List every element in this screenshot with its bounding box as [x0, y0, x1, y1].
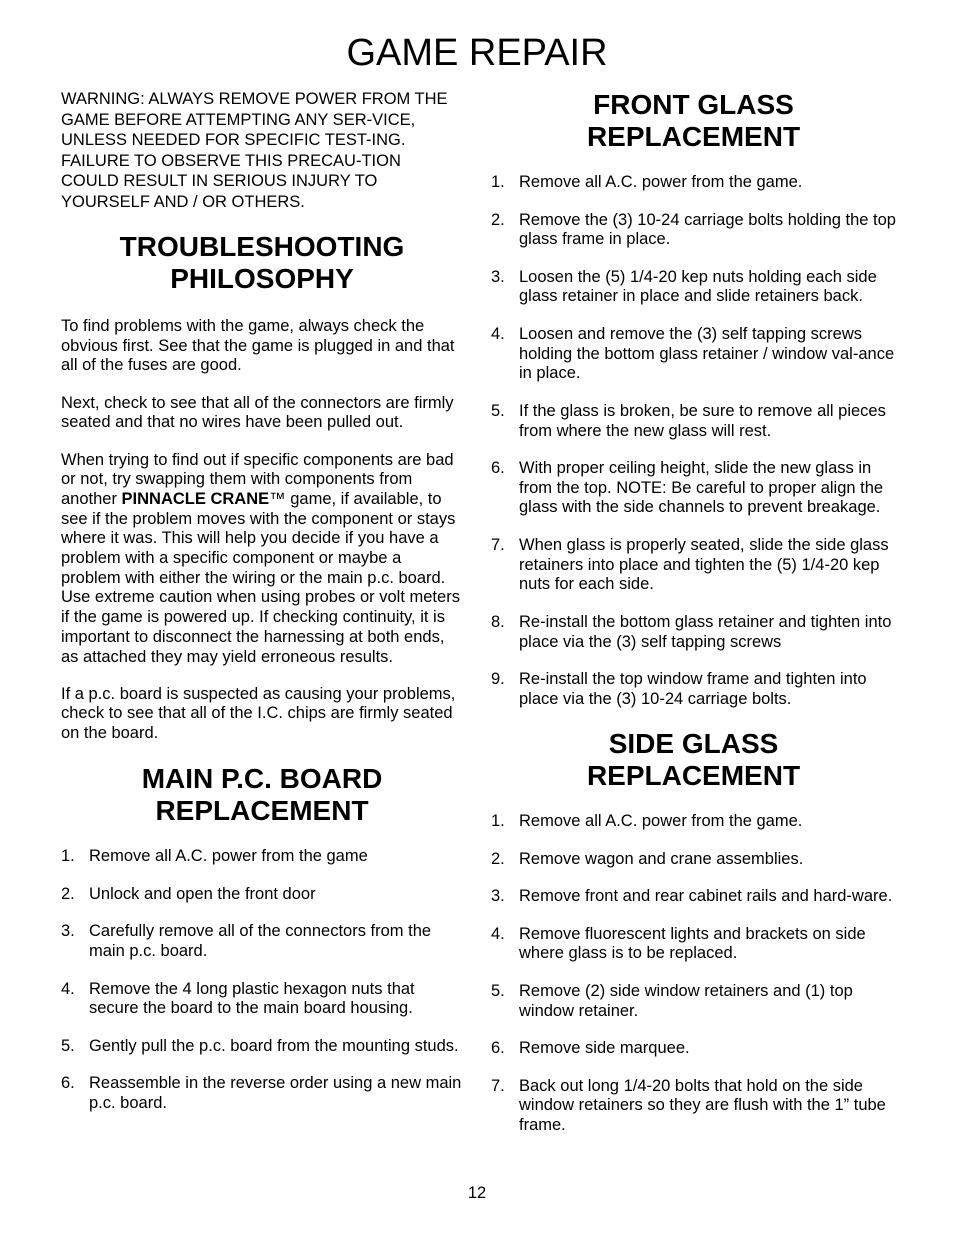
step-text: Unlock and open the front door: [89, 884, 316, 903]
step-text: Remove (2) side window retainers and (1) top window retainer.: [519, 981, 853, 1020]
front-glass-heading: [491, 89, 896, 153]
main-pc-heading: [61, 763, 463, 827]
troubleshooting-paragraph-1: To find problems with the game, always check the obvious first. See that the game is plugged in and that all of the fuses are good.: [61, 317, 455, 375]
troubleshooting-paragraph-4: If a p.c. board is suspected as causing your problems, check to see that all of the I.C. chips are firmly seated on the board.: [61, 684, 456, 743]
list-item: [491, 402, 896, 441]
troubleshooting-heading-line2: PHILOSOPHY: [170, 263, 354, 294]
step-text: Remove wagon and crane assemblies.: [519, 849, 804, 868]
list-item: [61, 1037, 463, 1057]
page-number: 12: [467, 1184, 487, 1202]
step-number: 3.: [491, 887, 505, 906]
front-glass-heading-line1: FRONT GLASS: [593, 89, 794, 120]
page-title: GAME REPAIR: [346, 32, 608, 74]
main-pc-steps: [61, 847, 463, 1113]
list-item: [61, 922, 463, 961]
side-glass-heading: [491, 728, 896, 792]
warning-text: WARNING: ALWAYS REMOVE POWER FROM THE GAME BEFORE ATTEMPTING ANY SER-VICE, UNLESS NEEDED FOR SPECIFIC TEST-ING. FAILURE TO OBSERVE THIS PRECAU-TION COULD RESULT IN SERIOUS INJURY TO YOURSELF AND / OR OTHERS.: [61, 90, 448, 211]
troubleshooting-paragraph-3: [61, 451, 463, 668]
list-item: [491, 1077, 896, 1136]
step-text: Re-install the top window frame and tighten into place via the (3) 10-24 carriage bolts.: [519, 670, 867, 708]
step-number: 2.: [491, 210, 505, 229]
step-number: 1.: [491, 173, 505, 191]
step-number: 4.: [61, 979, 75, 998]
step-text: Remove fluorescent lights and brackets on side where glass is to be replaced.: [519, 924, 866, 963]
step-number: 6.: [491, 459, 505, 478]
step-number: 6.: [491, 1039, 505, 1058]
main-pc-heading-line1: MAIN P.C. BOARD: [141, 763, 383, 795]
list-item: [491, 268, 896, 307]
list-item: [491, 925, 896, 964]
list-item: [491, 850, 896, 870]
troubleshooting-heading: [61, 231, 463, 295]
list-item: [491, 887, 896, 907]
list-item: [491, 536, 896, 595]
list-item: [491, 459, 896, 518]
step-number: 5.: [61, 1036, 75, 1055]
list-item: [61, 1074, 463, 1113]
step-number: 1.: [61, 847, 75, 866]
step-number: 6.: [61, 1074, 75, 1093]
step-number: 8.: [491, 612, 505, 631]
list-item: [491, 812, 896, 832]
step-text: Remove front and rear cabinet rails and hard-ware.: [519, 887, 893, 906]
step-text: Re-install the bottom glass retainer and tighten into place via the (3) self tapping screws: [519, 612, 892, 651]
step-number: 4.: [491, 924, 505, 943]
step-number: 2.: [61, 884, 75, 903]
step-text: With proper ceiling height, slide the new glass in from the top. NOTE: Be careful to proper align the glass with the side channels to prevent breakage.: [519, 459, 884, 517]
front-glass-heading-line2: REPLACEMENT: [586, 121, 801, 152]
left-column: [61, 89, 463, 1131]
p3-text-after: ™ game, if available, to see if the problem moves with the component or stays where it was. This will help you decide if you have a problem with a specific component or maybe a problem with either the wiring or the main p.c. board. Use extreme caution when using probes or volt meters if the game is powered up. If checking continuity, it is important to disconnect the harnessing at both ends, as attached they may yield erroneous results.: [61, 489, 460, 666]
list-item: [491, 1039, 896, 1059]
step-number: 7.: [491, 535, 505, 554]
troubleshooting-paragraph-2: Next, check to see that all of the connectors are firmly seated and that no wires have been pulled out.: [61, 393, 454, 432]
step-number: 2.: [491, 849, 505, 868]
list-item: [491, 982, 896, 1021]
step-text: Remove the (3) 10-24 carriage bolts holding the top glass frame in place.: [519, 210, 896, 249]
step-text: Loosen the (5) 1/4-20 kep nuts holding each side glass retainer in place and slide retainers back.: [519, 267, 877, 306]
pinnacle-crane-name: PINNACLE CRANE: [121, 489, 270, 508]
step-number: 3.: [491, 267, 505, 286]
step-number: 3.: [61, 922, 75, 941]
step-text: Loosen and remove the (3) self tapping screws holding the bottom glass retainer / window val-ance in place.: [519, 324, 895, 383]
step-text: If the glass is broken, be sure to remove all pieces from where the new glass will rest.: [519, 401, 886, 440]
step-text: Remove side marquee.: [519, 1039, 690, 1058]
troubleshooting-heading-line1: TROUBLESHOOTING: [119, 231, 405, 262]
step-text: When glass is properly seated, slide the side glass retainers into place and tighten the (5) 1/4-20 kep nuts for each side.: [519, 535, 889, 594]
list-item: [491, 670, 896, 709]
step-number: 1.: [491, 812, 505, 831]
step-text: Remove all A.C. power from the game: [89, 847, 368, 866]
side-glass-heading-line1: SIDE GLASS: [608, 728, 779, 760]
step-number: 9.: [491, 670, 505, 689]
step-text: Remove all A.C. power from the game.: [519, 812, 803, 831]
step-text: Gently pull the p.c. board from the mounting studs.: [89, 1036, 459, 1055]
side-glass-heading-line2: REPLACEMENT: [586, 760, 801, 792]
step-number: 4.: [491, 324, 505, 343]
step-text: Remove the 4 long plastic hexagon nuts that secure the board to the main board housing.: [89, 979, 415, 1018]
step-text: Carefully remove all of the connectors from the main p.c. board.: [89, 922, 432, 961]
step-text: Back out long 1/4-20 bolts that hold on the side window retainers so they are flush with the 1” tube frame.: [519, 1076, 886, 1135]
step-number: 7.: [491, 1076, 505, 1095]
list-item: [61, 980, 463, 1019]
front-glass-steps: [491, 173, 896, 709]
step-number: 5.: [491, 981, 505, 1000]
list-item: [61, 847, 463, 867]
p3-text-before: When trying to find out if specific components are bad or not, try swapping them with components from another: [61, 450, 454, 508]
list-item: [491, 325, 896, 384]
list-item: [491, 211, 896, 250]
main-pc-heading-line2: REPLACEMENT: [155, 795, 369, 827]
list-item: [61, 885, 463, 905]
side-glass-steps: [491, 812, 896, 1136]
list-item: [491, 173, 896, 193]
step-text: Remove all A.C. power from the game.: [519, 173, 803, 191]
right-column: [491, 89, 896, 1154]
list-item: [491, 613, 896, 652]
step-number: 5.: [491, 401, 505, 420]
step-text: Reassemble in the reverse order using a new main p.c. board.: [89, 1074, 462, 1112]
